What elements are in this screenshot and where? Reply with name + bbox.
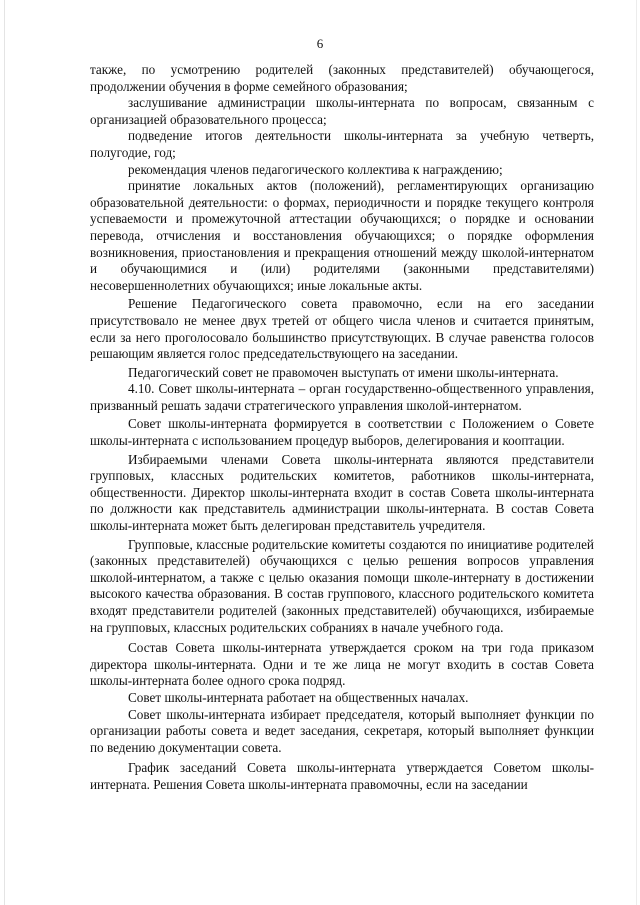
paragraph-6: Решение Педагогического совета правомочно, если на его заседании присутствовало не менее двух третей от общего числа членов и считается принятым, если за него проголосовало большинство присутствующих. В случае равенства голосов решающим является голос председательствующего на заседании. (90, 296, 594, 362)
paragraph-7: Педагогический совет не правомочен выступать от имени школы-интерната. (128, 364, 559, 380)
paragraph-12: Состав Совета школы-интерната утверждается сроком на три года приказом директора школы-интерната. Одни и те же лица не могут входить в состав Совета школы-интерната более одного срока подряд. (90, 640, 594, 689)
paragraph-9: Совет школы-интерната формируется в соответствии с Положением о Совете школы-интерната с использованием процедур выборов, делегирования и кооптации. (90, 416, 594, 449)
paragraph-11: Групповые, классные родительские комитеты создаются по инициативе родителей (законных представителей) обучающихся с целью решения вопросов управления школой-интернатом, а также с целью оказания помощи школе-интернату в достижении высокого качества образования. В состав группового, классного родительского комитета входят представители родителей (законных представителей) обучающихся, избираемые на групповых, классных родительских собраниях в начале учебного года. (90, 536, 594, 635)
paragraph-8: 4.10. Совет школы-интерната – орган государственно-общественного управления, призванный решать задачи стратегического управления школой-интернатом. (90, 381, 594, 413)
paragraph-13: Совет школы-интерната работает на общественных началах. (128, 689, 469, 705)
document-body (90, 62, 594, 794)
paragraph-5: принятие локальных актов (положений), регламентирующих организацию образовательной деятельности: о формах, периодичности и порядке текущего контроля успеваемости и промежуточной аттестации обучающихся; о порядке и основании перевода, отчисления и восстановления обучающихся; о порядке оформления возникновения, приостановления и прекращения отношений между школой-интернатом и обучающимися и (или) родителями (законными представителями) несовершеннолетних обучающихся; иные локальные акты. (90, 178, 594, 293)
paragraph-10: Избираемыми членами Совета школы-интерната являются представители групповых, классных родительских комитетов, работников школы-интерната, общественности. Директор школы-интерната входит в состав Совета школы-интерната по должности как представитель администрации школы-интерната. В состав Совета школы-интерната может быть делегирован представитель учредителя. (90, 451, 594, 534)
paragraph-1: также, по усмотрению родителей (законных представителей) обучающегося, продолжении обучения в форме семейного образования; (90, 62, 594, 94)
paragraph-4: рекомендация членов педагогического коллектива к награждению; (128, 161, 503, 177)
scan-edge-right (636, 0, 637, 905)
paragraph-14: Совет школы-интерната избирает председателя, который выполняет функции по организации работы совета и ведет заседания, секретаря, который выполняет функции по ведению документации совета. (90, 706, 594, 755)
page-number: 6 (316, 36, 324, 51)
scan-edge-left (4, 0, 5, 905)
paragraph-2: заслушивание администрации школы-интерната по вопросам, связанным с организацией образовательного процесса; (90, 95, 594, 127)
paragraph-15: График заседаний Совета школы-интерната утверждается Советом школы-интерната. Решения Совета школы-интерната правомочны, если на заседании (90, 760, 594, 792)
paragraph-3: подведение итогов деятельности школы-интерната за учебную четверть, полугодие, год; (90, 128, 594, 160)
